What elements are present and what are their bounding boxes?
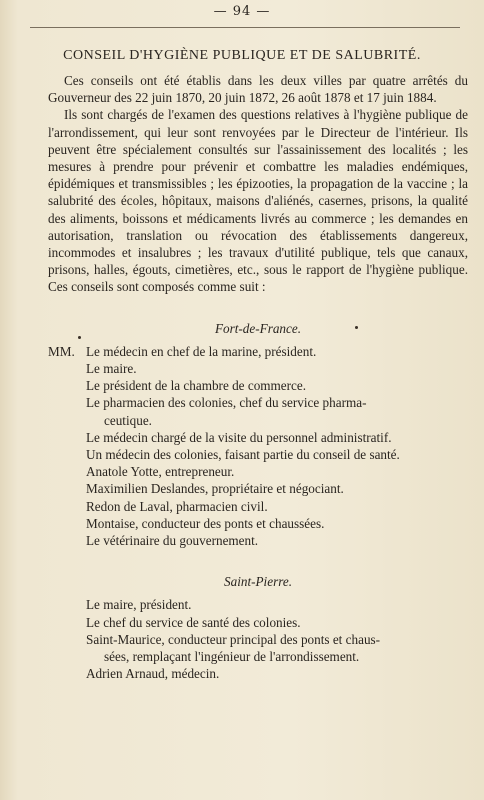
- ink-speck: [78, 336, 81, 339]
- member-entry-line: Le pharmacien des colonies, chef du service pharma-: [86, 395, 367, 411]
- member-list-fort-de-france: [48, 343, 468, 549]
- member-entry: Le vétérinaire du gouvernement.: [86, 533, 259, 549]
- mm-prefix: MM.: [48, 343, 75, 359]
- section-title-fort-de-france: Fort-de-France.: [214, 320, 302, 336]
- page-number: — 94 —: [213, 4, 271, 19]
- member-entry: Un médecin des colonies, faisant partie du conseil de santé.: [86, 447, 400, 463]
- member-entry: [48, 394, 468, 428]
- member-entry-continuation: ceutique.: [104, 412, 152, 428]
- paragraph-establishment: Ces conseils ont été établis dans les deux villes par quatre arrêtés du Gouverneur des 22 juin 1870, 20 juin 1872, 26 août 1878 et 17 juin 1884.: [48, 73, 468, 106]
- member-entry: Le maire.: [86, 361, 137, 377]
- member-entry: Le maire, président.: [86, 597, 192, 613]
- ink-speck: [355, 326, 358, 329]
- member-list-saint-pierre: [48, 596, 468, 682]
- member-entry: Montaise, conducteur des ponts et chaussées.: [86, 515, 325, 531]
- section-title-saint-pierre: Saint-Pierre.: [224, 574, 292, 590]
- member-entry-continuation: sées, remplaçant l'ingénieur de l'arrondissement.: [104, 649, 360, 665]
- member-entry: Maximilien Deslandes, propriétaire et négociant.: [86, 481, 344, 497]
- member-entry: Le président de la chambre de commerce.: [86, 378, 307, 394]
- members-list: [48, 343, 468, 549]
- member-entry: Adrien Arnaud, médecin.: [86, 666, 220, 682]
- member-entry: Le médecin en chef de la marine, président.: [86, 343, 317, 359]
- member-entry: [48, 631, 468, 665]
- member-entry: Redon de Laval, pharmacien civil.: [86, 498, 268, 514]
- member-entry-line: Saint-Maurice, conducteur principal des ponts et chaus-: [86, 631, 381, 647]
- member-entry: Anatole Yotte, entrepreneur.: [86, 464, 235, 480]
- body-text: [48, 72, 468, 683]
- paragraph-duties: Ils sont chargés de l'examen des questions relatives à l'hygiène publique de l'arrondissement, qui leur sont renvoyées par le Directeur de l'intérieur. Ils peuvent être spécialement consultés sur l'assainissement des localités ; les mesures à prendre pour prévenir et combattre les maladies endémiques, épidémiques et transmissibles ; les épizooties, la propagation de la vaccine ; la salubrité des écoles, hôpitaux, maisons d'aliénés, casernes, prisons, la qualité des aliments, boissons et médicaments livrés au commerce ; les demandes en autorisation, translation ou révocation des établissements dangereux, incommodes et insalubres ; les travaux d'utilité publique, tels que canaux, prisons, halles, égouts, cimetières, etc., sous le rapport de l'hygiène publique. Ces conseils sont composés comme suit :: [48, 107, 468, 295]
- member-entry: Le chef du service de santé des colonies.: [86, 614, 301, 630]
- header-rule: [30, 27, 460, 28]
- member-entry: Le médecin chargé de la visite du personnel administratif.: [86, 429, 392, 445]
- section-heading: CONSEIL D'HYGIÈNE PUBLIQUE ET DE SALUBRITÉ.: [63, 48, 421, 63]
